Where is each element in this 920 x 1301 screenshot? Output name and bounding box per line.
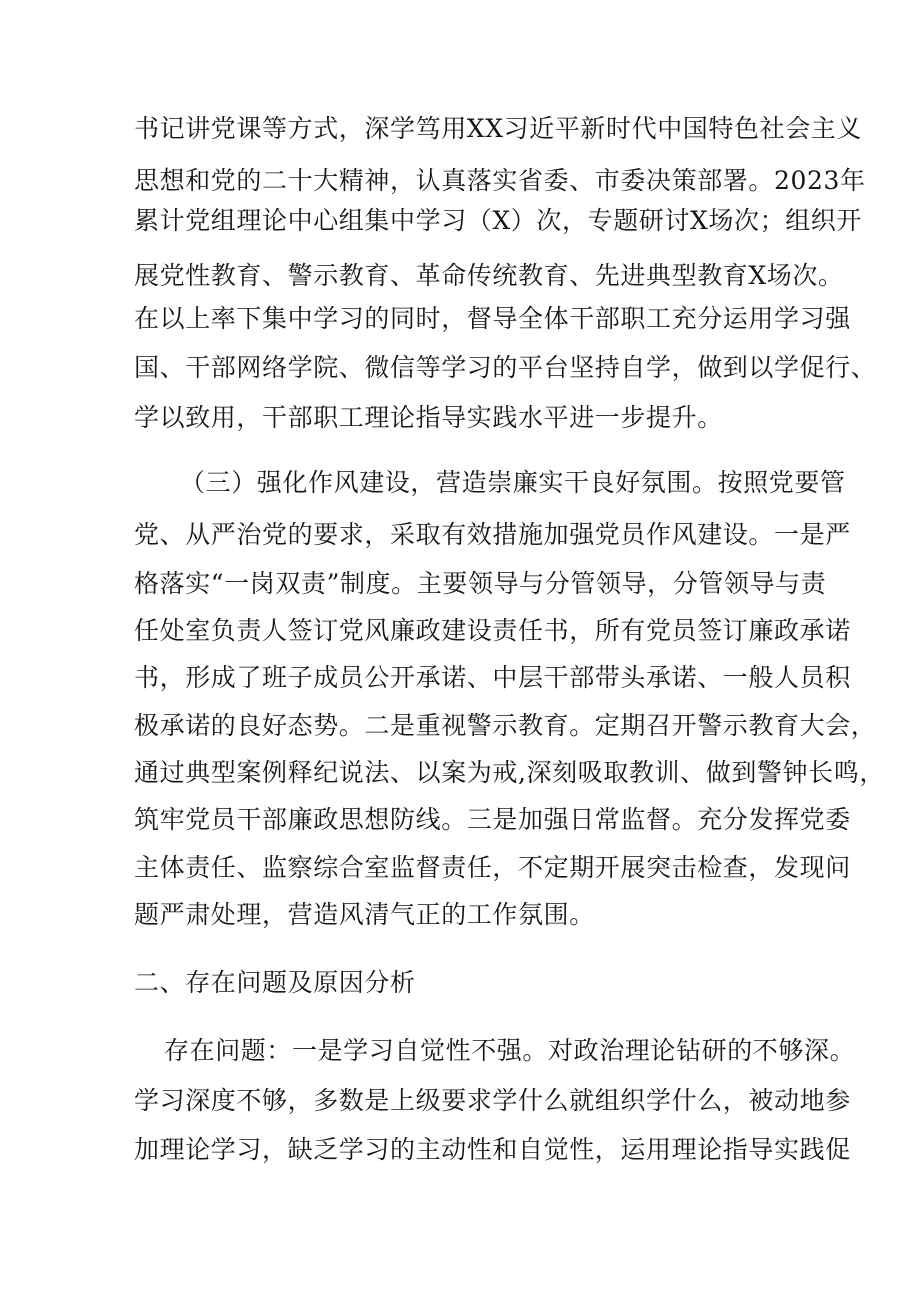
text-line: 题严肃处理，营造风清气正的工作氛围。 bbox=[134, 900, 595, 929]
text-line: 国、干部网络学院、微信等学习的平台坚持自学，做到以学促行、 bbox=[134, 353, 877, 382]
text-line: 任处室负责人签订党风廉政建设责任书，所有党员签订廉政承诺 bbox=[134, 616, 851, 645]
text-line: 存在问题：一是学习自觉性不强。对政治理论钻研的不够深。 bbox=[164, 1036, 856, 1065]
text-line: 格落实“一岗双责”制度。主要领导与分管领导，分管领导与责 bbox=[134, 569, 827, 598]
text-line: 学以致用，干部职工理论指导实践水平进一步提升。 bbox=[134, 403, 723, 432]
text-line: 筑牢党员干部廉政思想防线。三是加强日常监督。充分发挥党委 bbox=[134, 805, 851, 834]
text-line: （三）强化作风建设，营造崇廉实干良好氛围。按照党要管 bbox=[180, 468, 846, 497]
text-line: 极承诺的良好态势。二是重视警示教育。定期召开警示教育大会， bbox=[134, 711, 877, 740]
text-line: 累计党组理论中心组集中学习（X）次，专题研讨X场次；组织开 bbox=[134, 206, 862, 235]
text-line: 党、从严治党的要求，采取有效措施加强党员作风建设。一是严 bbox=[134, 520, 851, 549]
text-line: 展党性教育、警示教育、革命传统教育、先进典型教育X场次。 bbox=[134, 261, 844, 290]
text-line: 学习深度不够，多数是上级要求学什么就组织学什么，被动地参 bbox=[134, 1086, 851, 1115]
text-line: 通过典型案例释纪说法、以案为戒,深刻吸取教训、做到警钟长鸣， bbox=[134, 758, 885, 787]
text-line: 书，形成了班子成员公开承诺、中层干部带头承诺、一般人员积 bbox=[134, 663, 851, 692]
text-line: 在以上率下集中学习的同时，督导全体干部职工充分运用学习强 bbox=[134, 304, 851, 333]
text-line: 书记讲党课等方式，深学笃用XX习近平新时代中国特色社会主义 bbox=[134, 114, 862, 143]
text-line: 主体责任、监察综合室监督责任，不定期开展突击检查，发现问 bbox=[134, 853, 851, 882]
text-line: 思想和党的二十大精神，认真落实省委、市委决策部署。2023年 bbox=[134, 166, 866, 195]
text-line: 加理论学习，缺乏学习的主动性和自觉性，运用理论指导实践促 bbox=[134, 1135, 851, 1164]
section-heading: 二、存在问题及原因分析 bbox=[134, 968, 416, 997]
